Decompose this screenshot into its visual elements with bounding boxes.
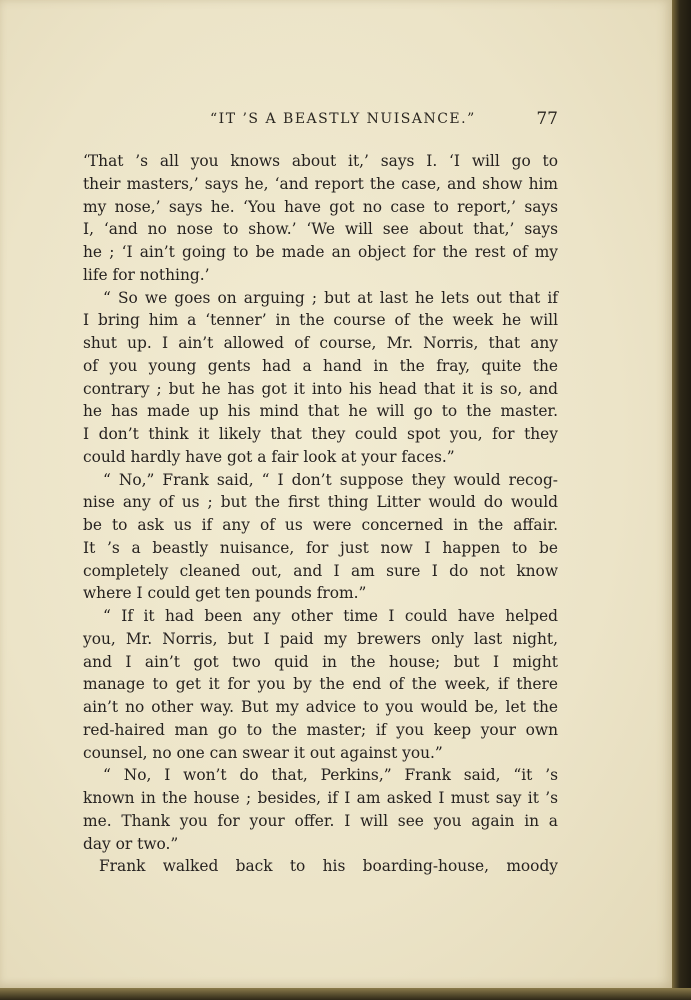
- text-line: and I ain’t got two quid in the house; but I might: [83, 652, 558, 671]
- text-line: contrary ; but he has got it into his head that it is so, and: [83, 379, 558, 398]
- text-line: red-haired man go to the master; if you keep your own: [83, 720, 558, 739]
- text-line: “ No,” Frank said, “ I don’t suppose they would recog-: [103, 470, 558, 489]
- text-line: could hardly have got a fair look at your faces.”: [83, 447, 455, 466]
- book-edge-shadow: [672, 0, 691, 1000]
- text-line: you, Mr. Norris, but I paid my brewers only last night,: [83, 629, 558, 648]
- text-line: manage to get it for you by the end of the week, if there: [83, 675, 558, 694]
- text-line: “ So we goes on arguing ; but at last he lets out that if: [103, 288, 558, 307]
- text-line: “ No, I won’t do that, Perkins,” Frank said, “it ’s: [103, 766, 558, 785]
- text-line: known in the house ; besides, if I am asked I must say it ’s: [83, 789, 558, 807]
- text-line: be to ask us if any of us were concerned in the affair.: [83, 516, 558, 534]
- text-line: ain’t no other way. But my advice to you would be, let the: [83, 698, 558, 716]
- text-line: It ’s a beastly nuisance, for just now I happen to be: [83, 538, 558, 557]
- text-line: my nose,’ says he. ‘You have got no case to report,’ says: [83, 197, 558, 216]
- text-line: shut up. I ain’t allowed of course, Mr. Norris, that any: [83, 334, 558, 352]
- body-text: [83, 150, 558, 878]
- text-line: I, ‘and no nose to show.’ ‘We will see about that,’ says: [83, 220, 558, 239]
- text-line: completely cleaned out, and I am sure I do not know: [83, 561, 558, 580]
- book-bottom-edge: [0, 988, 691, 1000]
- text-line: where I could get ten pounds from.”: [83, 584, 367, 603]
- running-title: “IT ’S A BEASTLY NUISANCE.”: [210, 111, 476, 127]
- text-line: he has made up his mind that he will go to the master.: [83, 402, 558, 421]
- text-line: nise any of us ; but the first thing Litter would do would: [83, 493, 558, 512]
- page-number: 77: [536, 109, 558, 129]
- text-line: “ If it had been any other time I could have helped: [103, 607, 558, 625]
- running-head: [60, 111, 558, 135]
- text-line: he ; ‘I ain’t going to be made an object for the rest of my: [83, 243, 558, 261]
- text-line: of you young gents had a hand in the fray, quite the: [83, 356, 558, 375]
- text-line: I don’t think it likely that they could spot you, for they: [83, 425, 558, 443]
- text-line: their masters,’ says he, ‘and report the case, and show him: [83, 174, 558, 193]
- text-line: life for nothing.’: [83, 265, 210, 284]
- text-line: me. Thank you for your offer. I will see you again in a: [83, 811, 558, 830]
- text-line: Frank walked back to his boarding-house, moody: [99, 857, 558, 876]
- text-line: I bring him a ‘tenner’ in the course of the week he will: [83, 311, 558, 330]
- text-line: day or two.”: [83, 834, 179, 853]
- text-line: ‘That ’s all you knows about it,’ says I. ‘I will go to: [83, 152, 558, 170]
- text-line: counsel, no one can swear it out against you.”: [83, 743, 443, 762]
